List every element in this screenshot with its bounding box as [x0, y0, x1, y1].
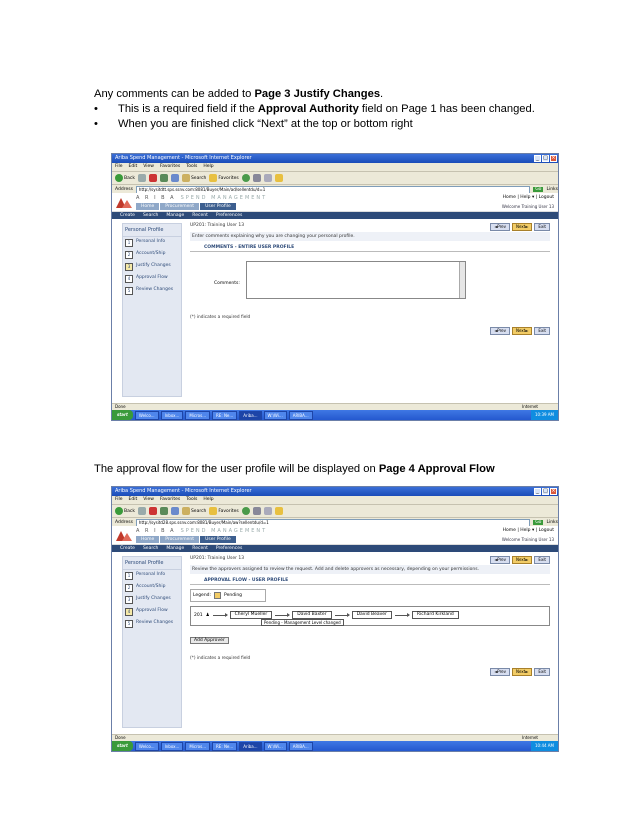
- step-account-ship[interactable]: 2 Account/Ship: [123, 582, 181, 594]
- taskbar-item[interactable]: RE: Ne...: [212, 411, 237, 420]
- search-label: Search: [190, 508, 207, 514]
- legend-pending: Pending: [224, 593, 243, 598]
- next-button[interactable]: Next►: [512, 556, 532, 564]
- links-button[interactable]: Links: [546, 520, 558, 525]
- ariba-header: [112, 526, 558, 545]
- intro-prefix: Any comments can be added to: [94, 88, 255, 100]
- media-icon[interactable]: [242, 507, 250, 515]
- taskbar-item[interactable]: RE: Ne...: [212, 742, 237, 751]
- browser-toolbar: [112, 505, 558, 518]
- favorites-label: Favorites: [218, 175, 239, 181]
- ariba-logo-icon: [116, 529, 132, 541]
- tab-home[interactable]: Home: [136, 536, 159, 543]
- subnav-manage[interactable]: Manage: [166, 546, 185, 551]
- exit-button[interactable]: Exit: [534, 223, 550, 231]
- comments-label: Comments:: [214, 281, 240, 286]
- go-button[interactable]: Go: [535, 520, 542, 525]
- prev-button[interactable]: ◄Prev: [490, 327, 510, 335]
- next-button[interactable]: Next►: [512, 327, 532, 335]
- approval-flow-diagram: [190, 606, 550, 626]
- instruction-text: Review the approvers assigned to review the request. Add and delete approvers as necessary, depending on your permissions.: [190, 565, 550, 574]
- flow-arrow: [213, 615, 227, 616]
- menu-file[interactable]: File: [115, 497, 123, 502]
- taskbar-item-active[interactable]: Ariba...: [239, 411, 261, 420]
- minimize-icon[interactable]: _: [534, 155, 541, 162]
- page-content: [112, 526, 558, 734]
- menu-tools[interactable]: Tools: [186, 164, 198, 169]
- back-arrow-icon: [115, 174, 123, 182]
- zone-text: Internet: [522, 735, 538, 740]
- window-controls: [534, 155, 557, 162]
- comments-textarea[interactable]: [246, 261, 466, 299]
- search-icon: [182, 174, 190, 182]
- step-account-ship[interactable]: 2 Account/Ship: [123, 249, 181, 261]
- menu-favorites[interactable]: Favorites: [159, 164, 181, 169]
- favorites-icon: [209, 174, 217, 182]
- media-icon[interactable]: [242, 174, 250, 182]
- next-button[interactable]: Next►: [512, 223, 532, 231]
- start-button[interactable]: start: [112, 741, 133, 751]
- subnav-preferences[interactable]: Preferences: [215, 546, 243, 551]
- legend-label: Legend:: [193, 593, 212, 598]
- bullet-dot: •: [94, 103, 98, 115]
- forward-icon[interactable]: [138, 174, 146, 182]
- folder-icon[interactable]: [275, 507, 283, 515]
- required-note: (*) indicates a required field: [190, 656, 251, 661]
- top-nav-buttons: [490, 556, 550, 564]
- brand-name: A R I B A SPEND MANAGEMENT: [136, 195, 268, 201]
- taskbar-item[interactable]: Micros...: [185, 742, 210, 751]
- required-note: (*) indicates a required field: [190, 315, 251, 320]
- taskbar-item[interactable]: W:\Wi...: [264, 742, 287, 751]
- window-controls: [534, 488, 557, 495]
- favorites-label: Favorites: [218, 508, 239, 514]
- print-icon[interactable]: [264, 174, 272, 182]
- step-justify-changes[interactable]: 3 Justify Changes: [123, 261, 181, 273]
- taskbar-item[interactable]: W:\Wi...: [264, 411, 287, 420]
- flow-arrow: [335, 615, 349, 616]
- print-icon[interactable]: [264, 507, 272, 515]
- search-button[interactable]: [182, 507, 206, 515]
- bullet-item-2: [94, 117, 554, 132]
- taskbar-item[interactable]: ARIBA...: [289, 742, 313, 751]
- intro-suffix: .: [380, 88, 384, 100]
- taskbar-item[interactable]: ARIBA...: [289, 411, 313, 420]
- mail-icon[interactable]: [253, 174, 261, 182]
- header-links[interactable]: Home | Help ▾ | Logout: [502, 195, 554, 200]
- intro-bold: Page 3 Justify Changes: [254, 88, 381, 100]
- section-header: APPROVAL FLOW - USER PROFILE: [190, 578, 550, 585]
- subnav-preferences[interactable]: Preferences: [215, 213, 243, 218]
- subnav-manage[interactable]: Manage: [166, 213, 185, 218]
- prev-button[interactable]: ◄Prev: [490, 556, 510, 564]
- stop-icon[interactable]: [149, 174, 157, 182]
- tab-procurement[interactable]: Procurement: [160, 203, 199, 210]
- wizard-step-list: [122, 556, 182, 728]
- taskbar-item-active[interactable]: Ariba...: [239, 742, 261, 751]
- bullet1-bold: Approval Authority: [257, 103, 359, 115]
- flow-arrow: [275, 615, 289, 616]
- sub-navigation: [112, 212, 558, 219]
- subnav-search[interactable]: Search: [142, 546, 159, 551]
- maximize-icon[interactable]: □: [543, 488, 548, 494]
- wizard-title: Personal Profile: [123, 224, 181, 237]
- ariba-header: [112, 193, 558, 212]
- back-label: Back: [124, 508, 135, 514]
- address-label: Address: [115, 520, 133, 525]
- welcome-text: Welcome Training User 13: [501, 204, 554, 209]
- caption2-prefix: The approval flow for the user profile will be displayed on: [94, 463, 379, 475]
- taskbar: [112, 741, 558, 751]
- system-clock: 10:44 AM: [531, 741, 558, 751]
- bottom-nav-buttons: [490, 327, 550, 335]
- search-icon: [182, 507, 190, 515]
- mail-icon[interactable]: [253, 507, 261, 515]
- page-content: [112, 193, 558, 403]
- favorites-icon: [209, 507, 217, 515]
- system-clock: 10:39 AM: [531, 410, 558, 420]
- zone-text: Internet: [522, 404, 538, 409]
- subnav-create[interactable]: Create: [120, 213, 135, 218]
- next-button[interactable]: Next►: [512, 668, 532, 676]
- close-icon[interactable]: ×: [551, 155, 556, 161]
- step-personal-info[interactable]: 1 Personal Info: [123, 570, 181, 582]
- exit-button[interactable]: Exit: [534, 668, 550, 676]
- approver-node[interactable]: Cheryl Mueller: [230, 611, 273, 619]
- bullet-item-1: [94, 102, 554, 117]
- main-tabs: [136, 536, 236, 543]
- status-bar: [112, 403, 558, 410]
- top-nav-buttons: [490, 223, 550, 231]
- tab-home[interactable]: Home: [136, 203, 159, 210]
- menu-tools[interactable]: Tools: [186, 497, 198, 502]
- subnav-recent[interactable]: Recent: [192, 213, 208, 218]
- prev-button[interactable]: ◄Prev: [490, 223, 510, 231]
- favorites-button[interactable]: [209, 174, 238, 182]
- favorites-button[interactable]: [209, 507, 238, 515]
- wizard-main: [190, 556, 550, 728]
- maximize-icon[interactable]: □: [543, 155, 548, 161]
- forward-icon[interactable]: [138, 507, 146, 515]
- minimize-icon[interactable]: _: [534, 488, 541, 495]
- header-links[interactable]: Home | Help ▾ | Logout: [502, 528, 554, 533]
- step-approval-flow[interactable]: 4 Approval Flow: [123, 273, 181, 285]
- step-review-changes[interactable]: 5 Review Changes: [123, 618, 181, 630]
- user-icon: ♟: [205, 612, 210, 618]
- taskbar: [112, 410, 558, 420]
- address-input[interactable]: http://sysitdtt.sps.ssnv.com:8081/Buyer/Main/ad/sellentdu/d=1: [136, 186, 530, 194]
- taskbar-item[interactable]: Inbox...: [161, 742, 184, 751]
- window-titlebar: [112, 487, 558, 496]
- step-approval-flow[interactable]: 4 Approval Flow: [123, 606, 181, 618]
- menu-edit[interactable]: Edit: [128, 497, 138, 502]
- add-approver-button[interactable]: Add Approver: [190, 637, 229, 644]
- flow-arrow: [395, 615, 409, 616]
- intro-text-block: [94, 87, 554, 132]
- page-title: UP201: Training User 13: [190, 223, 245, 228]
- exit-button[interactable]: Exit: [534, 556, 550, 564]
- back-label: Back: [124, 175, 135, 181]
- subnav-recent[interactable]: Recent: [192, 546, 208, 551]
- tab-user-profile[interactable]: User Profile: [200, 536, 236, 543]
- sub-navigation: [112, 545, 558, 552]
- caption2-bold: Page 4 Approval Flow: [378, 463, 495, 475]
- menu-view[interactable]: View: [143, 164, 154, 169]
- bullet1-prefix: This is a required field if the: [118, 103, 258, 115]
- window-title: Ariba Spend Management - Microsoft Internet Explorer: [115, 155, 252, 161]
- browser-toolbar: [112, 172, 558, 185]
- links-button[interactable]: Links: [546, 187, 558, 192]
- menu-help[interactable]: Help: [203, 164, 214, 169]
- window-title: Ariba Spend Management - Microsoft Internet Explorer: [115, 488, 252, 494]
- section-header: COMMENTS - ENTIRE USER PROFILE: [190, 245, 550, 252]
- start-button[interactable]: start: [112, 410, 133, 420]
- refresh-icon[interactable]: [160, 507, 168, 515]
- prev-button[interactable]: ◄Prev: [490, 668, 510, 676]
- search-button[interactable]: [182, 174, 206, 182]
- menu-edit[interactable]: Edit: [128, 164, 138, 169]
- bullet-dot: •: [94, 118, 98, 130]
- intro-paragraph: [94, 87, 554, 102]
- home-icon[interactable]: [171, 174, 179, 182]
- taskbar-item[interactable]: Micros...: [185, 411, 210, 420]
- menu-help[interactable]: Help: [203, 497, 214, 502]
- address-input[interactable]: http://sysitd28.sps.ssnv.com:8081/Buyer/Main/aw?sellentdu/d=1: [136, 519, 530, 527]
- menu-bar: [112, 496, 558, 505]
- status-text: Done: [115, 735, 126, 740]
- close-icon[interactable]: ×: [551, 488, 556, 494]
- bottom-nav-buttons: [490, 668, 550, 676]
- back-button[interactable]: [115, 507, 135, 515]
- status-text: Done: [115, 404, 126, 409]
- refresh-icon[interactable]: [160, 174, 168, 182]
- tab-user-profile[interactable]: User Profile: [200, 203, 236, 210]
- taskbar-item[interactable]: Welco...: [135, 411, 159, 420]
- approval-chain: [194, 611, 459, 619]
- ariba-logo-icon: [116, 196, 132, 208]
- tab-procurement[interactable]: Procurement: [160, 536, 199, 543]
- back-arrow-icon: [115, 507, 123, 515]
- screenshot-approval-flow: [111, 486, 559, 752]
- window-titlebar: [112, 154, 558, 163]
- wizard-title: Personal Profile: [123, 557, 181, 570]
- bullet2-text: When you are finished click “Next” at the top or bottom right: [118, 118, 413, 130]
- menu-bar: [112, 163, 558, 172]
- pending-swatch: [214, 592, 221, 599]
- screenshot-justify-changes: [111, 153, 559, 421]
- folder-icon[interactable]: [275, 174, 283, 182]
- stop-icon[interactable]: [149, 507, 157, 515]
- home-icon[interactable]: [171, 507, 179, 515]
- legend: [190, 589, 266, 602]
- step-justify-changes[interactable]: 3 Justify Changes: [123, 594, 181, 606]
- approval-row-id: 201: [194, 612, 203, 618]
- step-personal-info[interactable]: 1 Personal Info: [123, 237, 181, 249]
- scrollbar[interactable]: [459, 262, 465, 298]
- menu-favorites[interactable]: Favorites: [159, 497, 181, 502]
- page-title: UP201: Training User 13: [190, 556, 245, 561]
- approver-node[interactable]: David Beaver: [352, 611, 392, 619]
- subnav-create[interactable]: Create: [120, 546, 135, 551]
- brand-name: A R I B A SPEND MANAGEMENT: [136, 528, 268, 534]
- wizard-step-list: [122, 223, 182, 397]
- main-tabs: [136, 203, 236, 210]
- bullet1-suffix: field on Page 1 has been changed.: [358, 103, 535, 115]
- taskbar-item[interactable]: Welco...: [135, 742, 159, 751]
- menu-view[interactable]: View: [143, 497, 154, 502]
- step-review-changes[interactable]: 5 Review Changes: [123, 285, 181, 297]
- caption-approval-flow: [94, 463, 495, 475]
- address-label: Address: [115, 187, 133, 192]
- status-bar: [112, 734, 558, 741]
- search-label: Search: [190, 175, 207, 181]
- exit-button[interactable]: Exit: [534, 327, 550, 335]
- wizard-main: [190, 223, 550, 397]
- approver-node[interactable]: Richard Kirkland: [412, 611, 459, 619]
- back-button[interactable]: [115, 174, 135, 182]
- pending-tooltip: Pending - Management Level changed: [261, 619, 344, 626]
- instruction-text: Enter comments explaining why you are changing your personal profile.: [190, 232, 550, 241]
- go-button[interactable]: Go: [535, 187, 542, 192]
- menu-file[interactable]: File: [115, 164, 123, 169]
- subnav-search[interactable]: Search: [142, 213, 159, 218]
- taskbar-item[interactable]: Inbox...: [161, 411, 184, 420]
- welcome-text: Welcome Training User 13: [501, 537, 554, 542]
- approver-node[interactable]: David Baxter: [292, 611, 331, 619]
